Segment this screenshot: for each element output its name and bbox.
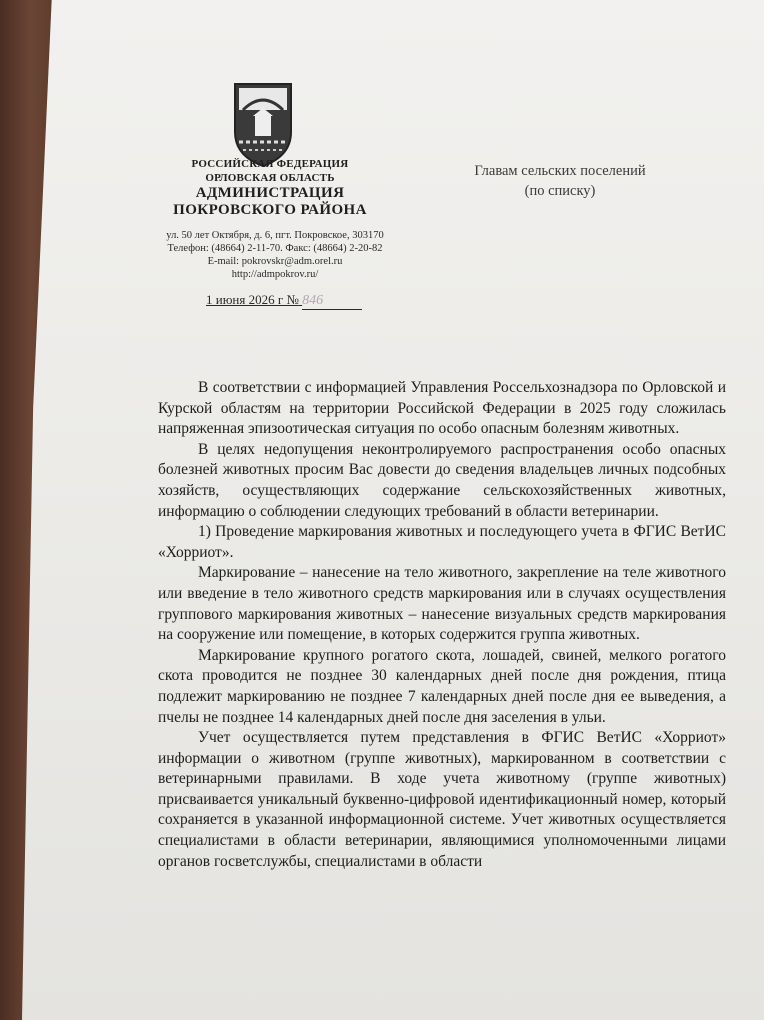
paragraph: Маркирование крупного рогатого скота, лошадей, свиней, мелкого рогатого скота проводится не позднее 30 календарных дней после дня рождения, птица подлежит маркированию не позднее 7 календарных дней после дня ее выведения, а пчелы не позднее 14 календарных дней после дня заселения в ульи. [158, 646, 726, 726]
header-site: http://admpokrov.ru/ [231, 269, 319, 280]
paragraph: Маркирование – нанесение на тело животного, закрепление на теле животного или введение в тело животного средств маркирования или в случаях осуществления группового маркирования животных – нанесение визуальных средств маркирования на сооружение или помещение, в которых содержится группа животных. [158, 564, 726, 644]
date-number-line [206, 292, 362, 310]
paragraph: Учет осуществляется путем представления в ФГИС ВетИС «Хорриот» информации о животном (группе животных), маркированном в соответствии с ветеринарными правилами. В ходе учета животному (группе животных) присваивается уникальный буквенно-цифровой идентификационный номер, который сохраняется в указанной информационной системе. Учет животных осуществляется специалистами в области ветеринарии, являющимися уполномоченными лицами органов госветслужбы, специалистами в области [158, 729, 726, 870]
paragraph: 1) Проведение маркирования животных и последующего учета в ФГИС ВетИС «Хорриот». [158, 523, 726, 561]
handwritten-number: 846 [302, 293, 362, 310]
coat-of-arms-icon [225, 80, 301, 170]
header-phone: Телефон: (48664) 2-11-70. Факс: (48664) 2-20-82 [167, 243, 383, 254]
header-administration: АДМИНИСТРАЦИЯ [195, 185, 345, 201]
letter-body [158, 378, 726, 872]
addressee-line1: Главам сельских поселений [474, 163, 646, 179]
paragraph: В соответствии с информацией Управления Россельхознадзора по Орловской и Курской областям на территории Российской Федерации в 2025 году сложилась напряженная эпизоотическая ситуация по особо опасным болезням животных. [158, 379, 726, 438]
header-country: РОССИЙСКАЯ ФЕДЕРАЦИЯ [191, 158, 349, 170]
paragraph: В целях недопущения неконтролируемого распространения особо опасных болезней животных просим Вас довести до сведения владельцев личных подсобных хозяйств, осуществляющих содержание сельскохозяйственных животных, информацию о соблюдении следующих требований в области ветеринарии. [158, 440, 726, 520]
date-text: 1 июня 2026 г № [206, 292, 299, 307]
header-district: ПОКРОВСКОГО РАЙОНА [173, 202, 367, 218]
header-email: E-mail: pokrovskr@adm.orel.ru [207, 256, 343, 267]
header-region: ОРЛОВСКАЯ ОБЛАСТЬ [205, 172, 335, 184]
header-address: ул. 50 лет Октября, д. 6, пгт. Покровское, 303170 [166, 230, 384, 241]
addressee-line2: (по списку) [524, 183, 596, 199]
